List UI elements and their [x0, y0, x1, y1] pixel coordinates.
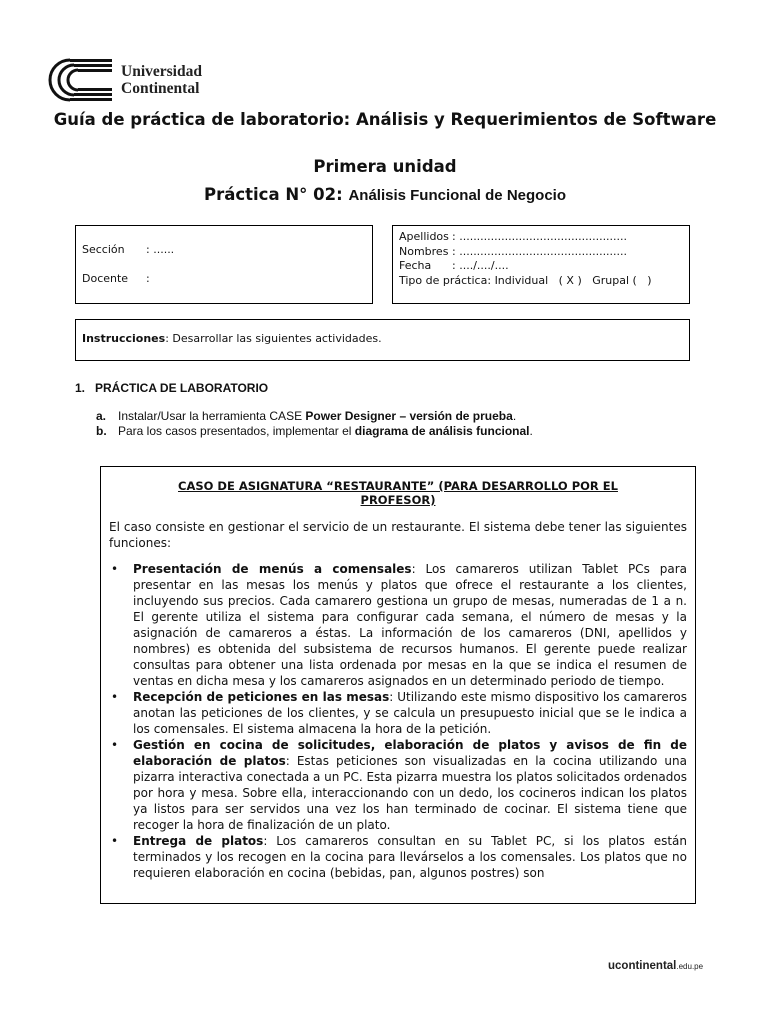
case-bullet	[109, 689, 687, 737]
logo-line-1: Universidad	[121, 63, 202, 80]
docente-value: :	[146, 272, 150, 285]
logo-text	[121, 63, 202, 97]
docente-label: Docente	[82, 272, 129, 285]
bullet-text: : Estas peticiones son visualizadas en la cocina utilizando una pizarra interactiva conectada a un PC. Esta pizarra muestra los platos solicitados ordenados por hora y mesa. Sobre ella, interaccionando con un dedo, los cocineros indican los platos ya listos para ser servidos una vez los han terminado de cocinar. El sistema tiene que recoger la hora de finalización de un plato.	[133, 754, 687, 832]
nombres-row	[399, 245, 683, 260]
course-info-box	[75, 225, 373, 304]
bullet-title: Entrega de platos	[133, 834, 264, 848]
bullet-title: Gestión en cocina de solicitudes, elaboración de platos y avisos de fin de elaboración de platos	[133, 738, 687, 768]
seccion-row	[82, 243, 174, 256]
student-info-box	[392, 225, 690, 304]
seccion-label: Sección	[82, 243, 125, 256]
case-title: CASO DE ASIGNATURA “RESTAURANTE” (PARA DESARROLLO POR EL PROFESOR)	[178, 479, 618, 507]
nombres-value: : ................................................	[452, 244, 628, 258]
tipo-label: Tipo de práctica:	[399, 273, 492, 287]
bullet-icon: •	[111, 738, 119, 752]
footer-brand	[608, 960, 703, 972]
bullet-text: : Los camareros consultan en su Tablet PC, si los platos están terminados y los recogen en la cocina para llevárselos a los comensales. Los platos que no requieren elaboración en cocina (bebidas, pan, algunos postres) son	[133, 834, 687, 880]
fecha-label: Fecha	[399, 259, 432, 272]
fecha-row	[399, 259, 683, 274]
university-logo-icon	[48, 58, 114, 102]
footer-brand-name: ucontinental	[608, 960, 677, 972]
list-mark: a.	[96, 409, 107, 423]
footer-domain: .edu.pe	[676, 962, 704, 971]
list-text-post: .	[512, 409, 517, 423]
list-mark: b.	[96, 424, 107, 438]
seccion-value: : ......	[146, 243, 175, 256]
logo-line-2: Continental	[121, 80, 200, 97]
practice-name: Análisis Funcional de Negocio	[348, 187, 566, 204]
university-logo	[48, 58, 228, 102]
list-text-pre: Instalar/Usar la herramienta CASE	[118, 409, 306, 423]
section-heading: 1. PRÁCTICA DE LABORATORIO	[75, 381, 269, 395]
list-item	[96, 424, 533, 438]
bullet-icon: •	[111, 834, 119, 848]
case-intro: El caso consiste en gestionar el servicio de un restaurante. El sistema debe tener las siguientes funciones:	[109, 520, 687, 550]
nombres-label: Nombres	[399, 244, 449, 258]
tipo-row	[399, 274, 683, 289]
apellidos-label: Apellidos	[399, 230, 449, 243]
practice-title	[40, 185, 730, 204]
list-item	[96, 409, 516, 423]
list-text-bold: diagrama de análisis funcional	[354, 424, 530, 438]
unit-title: Primera unidad	[313, 157, 457, 176]
bullet-icon: •	[111, 690, 119, 704]
list-text-pre: Para los casos presentados, implementar el	[118, 424, 355, 438]
case-bullet	[109, 833, 687, 881]
bullet-title: Presentación de menús a comensales	[133, 562, 412, 576]
instructions-label: Instrucciones	[82, 332, 166, 345]
docente-row	[82, 272, 150, 285]
practice-label: Práctica N° 02:	[203, 185, 343, 204]
bullet-text: : Los camareros utilizan Tablet PCs para presentar en las mesas los menús y platos que ofrece el restaurante a los clientes, incluyendo sus precios. Cada camarero gestiona un grupo de mesas, numeradas de 1 a n. El gerente utiliza el sistema para configurar cada semana, el número de mesas y la asignación de camareros a éstas. La información de los camareros (DNI, apellidos y nombres) es obtenida del subsistema de recursos humanos. El gerente puede realizar consultas para obtener una lista ordenada por mesas en la que se indica el resumen de ventas en dicha mesa y los camareros asignados en un determinado periodo de tiempo.	[133, 562, 688, 688]
bullet-title: Recepción de peticiones en las mesas	[133, 690, 390, 704]
bullet-icon: •	[111, 562, 119, 576]
bullet-text: : Utilizando este mismo dispositivo los camareros anotan las peticiones de los clientes, y se calcula un presupuesto inicial que se le indica a los comensales. El sistema almacena la hora de la petición.	[133, 690, 687, 736]
case-bullet	[109, 561, 687, 689]
instructions-text: : Desarrollar las siguientes actividades.	[165, 332, 382, 345]
document-title: Guía de práctica de laboratorio: Análisis y Requerimientos de Software	[53, 110, 717, 129]
instructions-box	[75, 319, 690, 361]
list-text-bold: Power Designer – versión de prueba	[305, 409, 513, 423]
list-text-post: .	[529, 424, 533, 438]
case-box	[100, 466, 696, 904]
fecha-value: : ..../..../....	[452, 259, 509, 272]
apellidos-row	[399, 230, 683, 245]
tipo-value: Individual ( X ) Grupal ( )	[494, 273, 652, 287]
apellidos-value: : ................................................	[452, 230, 628, 243]
case-bullet	[109, 737, 687, 833]
